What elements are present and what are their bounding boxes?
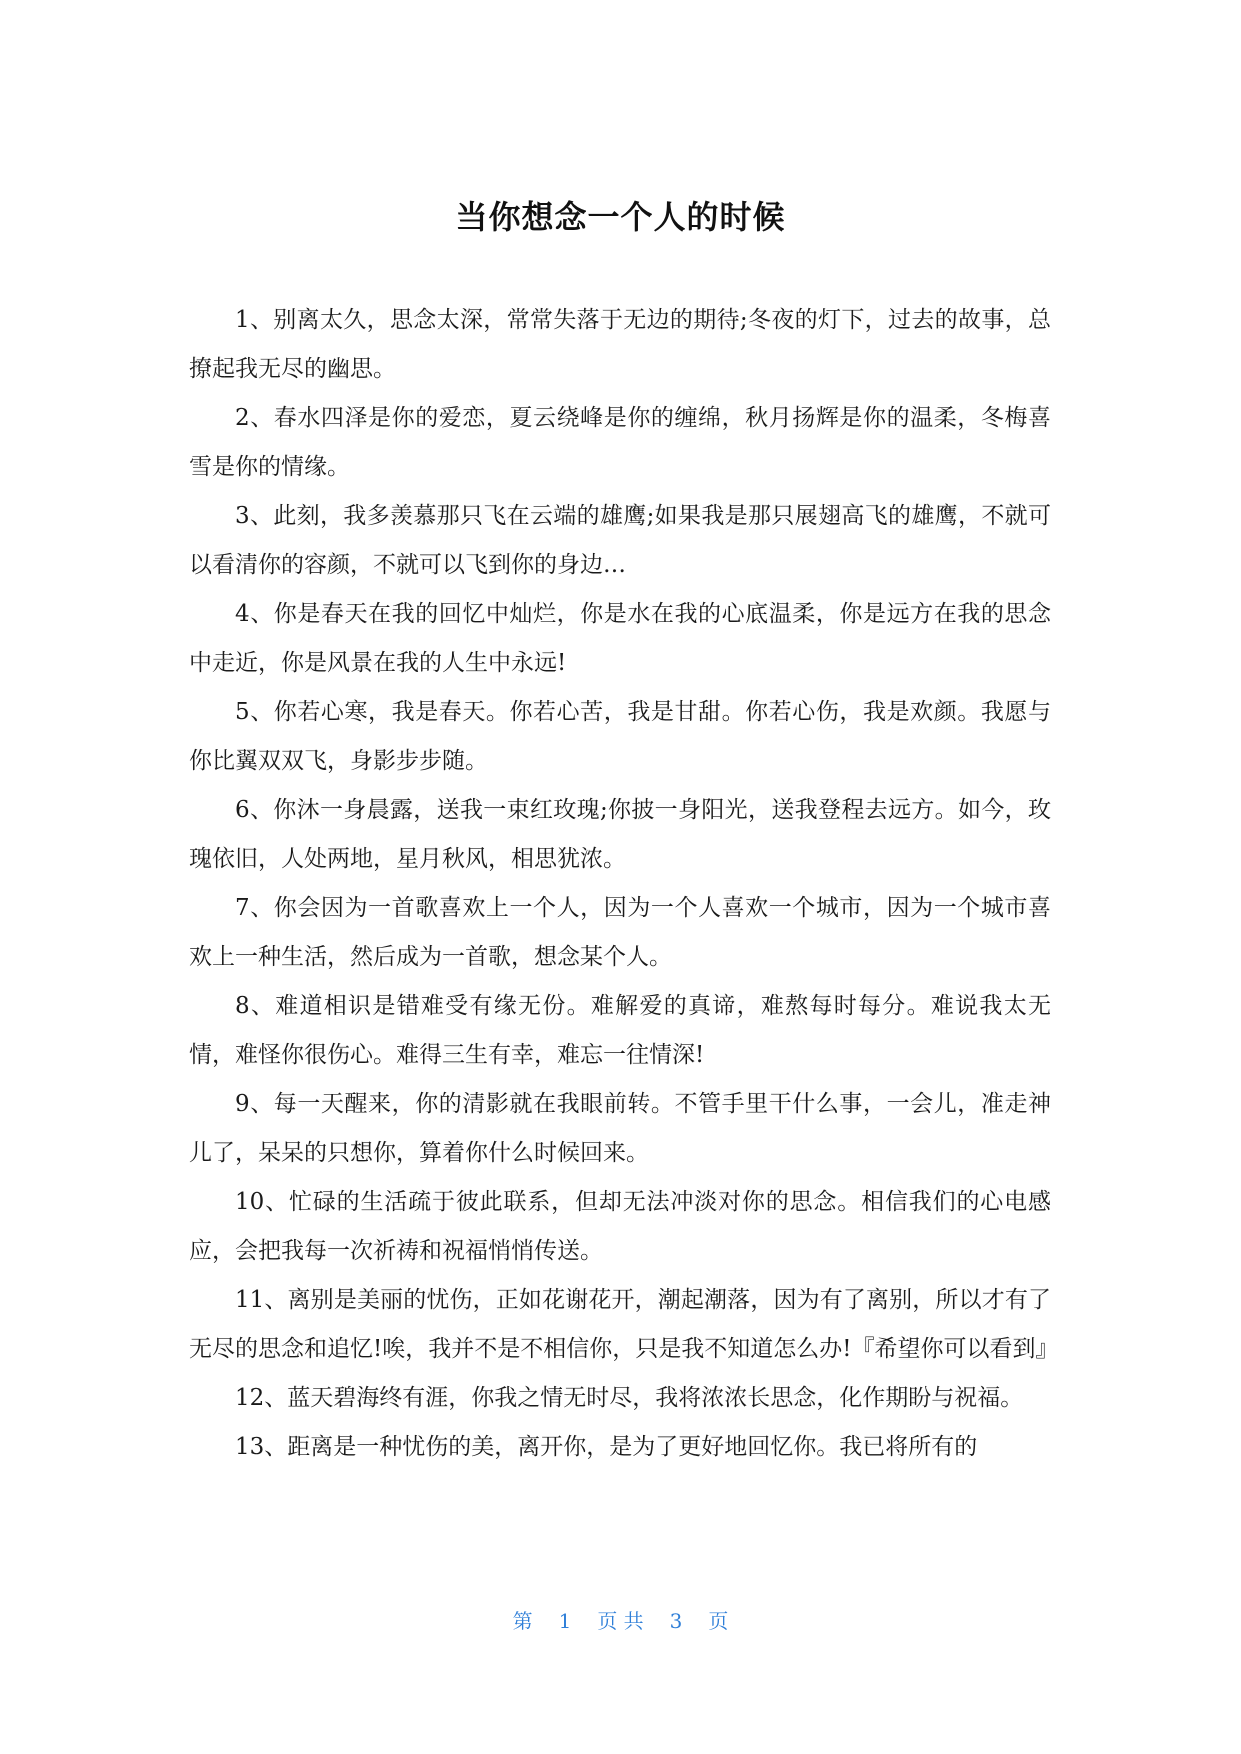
paragraph-8: 8、难道相识是错难受有缘无份。难解爱的真谛，难熬每时每分。难说我太无情，难怪你很伤心。难得三生有幸，难忘一往情深!: [189, 993, 1051, 1068]
paragraph-11: 11、离别是美丽的忧伤，正如花谢花开，潮起潮落，因为有了离别，所以才有了无尽的思念和追忆!唉，我并不是不相信你，只是我不知道怎么办!『希望你可以看到』: [189, 1287, 1059, 1362]
page-label-suffix: 页: [708, 1609, 729, 1633]
paragraph-5: 5、你若心寒，我是春天。你若心苦，我是甘甜。你若心伤，我是欢颜。我愿与你比翼双双飞，身影步步随。: [189, 699, 1051, 774]
page-label-mid: 页 共: [597, 1609, 644, 1633]
page-label-prefix: 第: [512, 1609, 533, 1633]
paragraph-3: 3、此刻，我多羡慕那只飞在云端的雄鹰;如果我是那只展翅高飞的雄鹰，不就可以看清你的容颜，不就可以飞到你的身边…: [189, 503, 1051, 578]
paragraph-9: 9、每一天醒来，你的清影就在我眼前转。不管手里干什么事，一会儿，准走神儿了，呆呆的只想你，算着你什么时候回来。: [189, 1091, 1051, 1166]
paragraph-7: 7、你会因为一首歌喜欢上一个人，因为一个人喜欢一个城市，因为一个城市喜欢上一种生活，然后成为一首歌，想念某个人。: [189, 895, 1051, 970]
document-title: 当你想念一个人的时候: [455, 198, 786, 236]
paragraph-2: 2、春水四泽是你的爱恋，夏云绕峰是你的缠绵，秋月扬辉是你的温柔，冬梅喜雪是你的情缘。: [189, 405, 1051, 480]
paragraph-12: 12、蓝天碧海终有涯，你我之情无时尽，我将浓浓长思念，化作期盼与祝福。: [235, 1385, 1024, 1411]
paragraph-6: 6、你沐一身晨露，送我一束红玫瑰;你披一身阳光，送我登程去远方。如今，玫瑰依旧，人处两地，星月秋风，相思犹浓。: [189, 797, 1051, 872]
paragraph-4: 4、你是春天在我的回忆中灿烂，你是水在我的心底温柔，你是远方在我的思念中走近，你是风景在我的人生中永远!: [189, 601, 1051, 676]
paragraph-10: 10、忙碌的生活疏于彼此联系，但却无法冲淡对你的思念。相信我们的心电感应，会把我每一次祈祷和祝福悄悄传送。: [189, 1189, 1051, 1264]
current-page-number: 1: [558, 1609, 572, 1633]
paragraph-13: 13、距离是一种忧伤的美，离开你，是为了更好地回忆你。我已将所有的: [235, 1434, 978, 1460]
page-footer: [0, 1605, 1241, 1634]
document-body: [189, 296, 1059, 1472]
total-pages-number: 3: [669, 1609, 683, 1633]
paragraph-1: 1、别离太久，思念太深，常常失落于无边的期待;冬夜的灯下，过去的故事，总撩起我无尽的幽思。: [189, 307, 1051, 382]
